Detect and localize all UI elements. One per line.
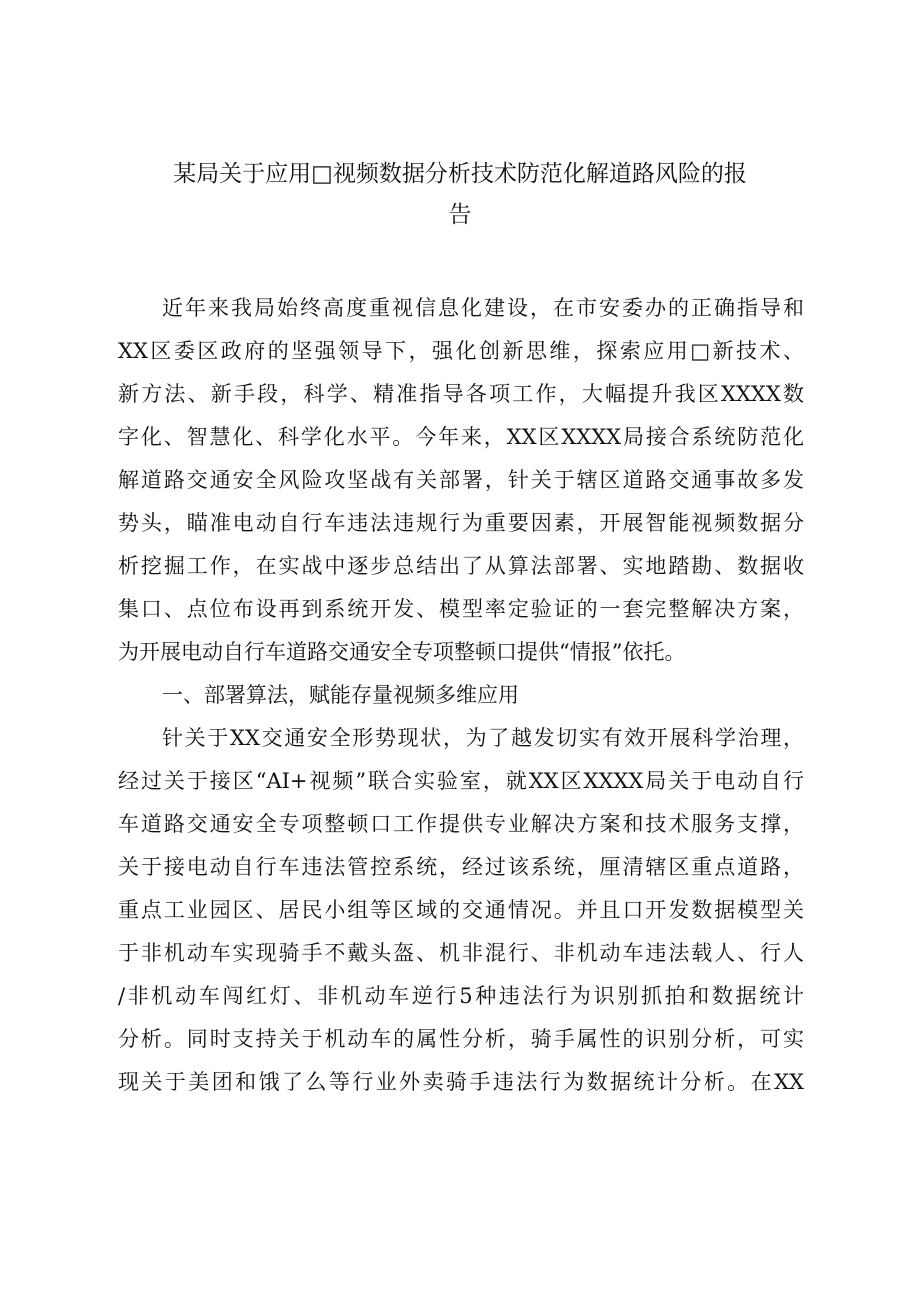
paragraph-1-line-5: 解道路交通安全风险攻坚战有关部署，针关于辖区道路交通事故多发: [118, 468, 804, 492]
paragraph-1-line-4: 字化、智慧化、科学化水平。今年来，XX区XXXX局接合系统防范化: [118, 425, 804, 449]
paragraph-2-line-3: 车道路交通安全专项整顿口工作提供专业解决方案和技术服务支撑，: [118, 812, 804, 836]
paragraph-2-line-1: 针关于XX交通安全形势现状，为了越发切实有效开展科学治理，: [162, 726, 804, 750]
document-title-line-1: 某局关于应用□视频数据分析技术防范化解道路风险的报: [173, 161, 747, 187]
paragraph-2-line-7: /非机动车闯红灯、非机动车逆行5种违法行为识别抓拍和数据统计: [118, 984, 804, 1008]
paragraph-1-line-9: 为开展电动自行车道路交通安全专项整顿口提供“情报”依托。: [118, 640, 686, 664]
paragraph-2-line-9: 现关于美团和饿了么等行业外卖骑手违法行为数据统计分析。在XX: [118, 1070, 804, 1094]
section-heading-1: 一、部署算法，赋能存量视频多维应用: [162, 683, 519, 707]
paragraph-1-line-2: XX区委区政府的坚强领导下，强化创新思维，探索应用□新技术、: [118, 339, 804, 363]
paragraph-2-line-2: 经过关于接区“AI+视频”联合实验室，就XX区XXXX局关于电动自行: [118, 769, 804, 793]
paragraph-2-line-5: 重点工业园区、居民小组等区域的交通情况。并且口开发数据模型关: [118, 898, 804, 922]
paragraph-1-line-7: 析挖掘工作，在实战中逐步总结出了从算法部署、实地踏勘、数据收: [118, 554, 804, 578]
paragraph-1-line-8: 集口、点位布设再到系统开发、模型率定验证的一套完整解决方案，: [118, 597, 804, 621]
paragraph-2-line-8: 分析。同时支持关于机动车的属性分析，骑手属性的识别分析，可实: [118, 1027, 804, 1051]
paragraph-2-line-6: 于非机动车实现骑手不戴头盔、机非混行、非机动车违法载人、行人: [118, 941, 804, 965]
document-title-line-2: 告: [448, 202, 472, 228]
paragraph-1-line-1: 近年来我局始终高度重视信息化建设，在市安委办的正确指导和: [162, 296, 804, 320]
paragraph-2-line-4: 关于接电动自行车违法管控系统，经过该系统，厘清辖区重点道路，: [118, 855, 804, 879]
paragraph-1-line-3: 新方法、新手段，科学、精准指导各项工作，大幅提升我区XXXX数: [118, 382, 804, 406]
paragraph-1-line-6: 势头，瞄准电动自行车违法违规行为重要因素，开展智能视频数据分: [118, 511, 804, 535]
